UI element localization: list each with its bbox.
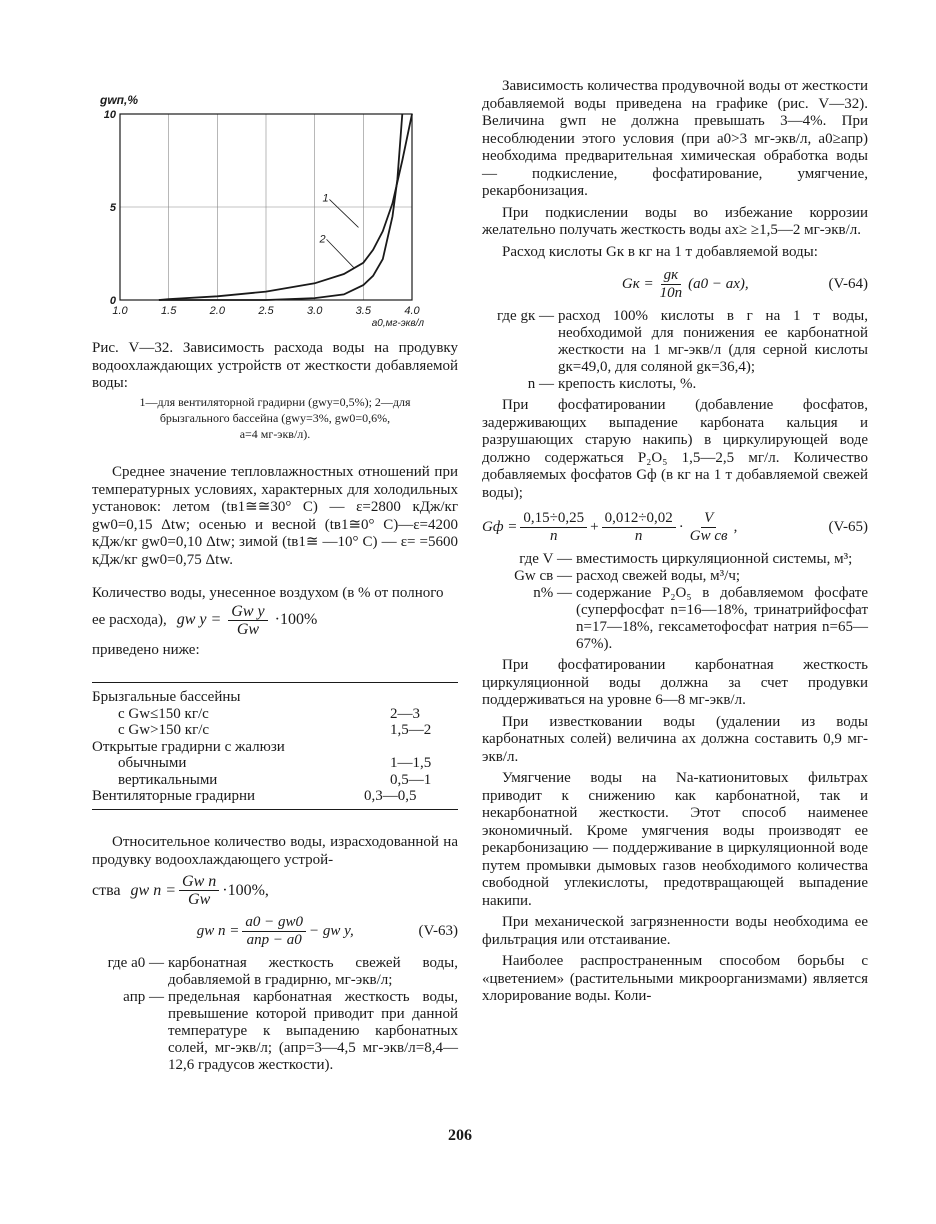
left-para-1 (92, 464, 458, 569)
fraction (520, 510, 587, 545)
table-row (92, 788, 458, 805)
paragraph: При фосфатировании карбонатная жесткость циркуляционной воды должна за счет продувки поддерживаться на уровне 6—8 мг-экв/л. (482, 657, 868, 708)
formula-tail: ·100%, (222, 881, 269, 899)
fraction-numerator: gк (661, 267, 682, 285)
formula-v63 (92, 914, 458, 949)
x-tick-label: 4.0 (404, 305, 420, 317)
paragraph: При механической загрязненности воды необходима ее фильтрация или отстаивание. (482, 914, 868, 948)
caption-legend-3: a=4 мг-экв/л). (239, 426, 311, 441)
definition-text: содержание P₂O₅ в добавляемом фосфате (суперфосфат n=16—18%, тринатрийфосфат n=17—18%, гексаметофосфат натрия n=65—67%). (576, 585, 868, 652)
left-para-3 (92, 834, 458, 1074)
fraction-denominator: Gw (188, 891, 211, 908)
page-number: 206 (448, 1127, 472, 1144)
formula-prefix: ства (92, 881, 121, 899)
paragraph: При известковании воды (удалении из воды карбонатных солей) величина aх должна составить 0,9 мг-экв/л. (482, 713, 868, 765)
fraction-numerator: V (701, 510, 716, 528)
caption-legend-1: 1—для вентиляторной градирни (gwу=0,5%); 2—для (139, 394, 411, 409)
table-cell-name: обычными (118, 755, 187, 771)
fraction-denominator: n (634, 528, 643, 544)
paragraph-end: приведено ниже: (92, 641, 200, 658)
definitions-v65 (482, 551, 868, 653)
definition-item (482, 376, 868, 393)
definition-text: расход свежей воды, м³/ч; (576, 568, 741, 584)
definition-text: карбонатная жесткость свежей воды, добавляемой в градирню, мг-экв/л; (168, 955, 458, 988)
caption-legend-2: брызгального бассейна (gwу=3%, gw0=0,6%, (159, 410, 391, 425)
y-axis-label: gwп,% (100, 93, 138, 107)
y-tick-label: 10 (103, 109, 116, 121)
definition-text: крепость кислоты, %. (558, 376, 697, 392)
chart-svg (92, 78, 458, 338)
table-cell-value (364, 739, 458, 756)
table-row (92, 772, 458, 789)
definition-text: предельная карбонатная жесткость воды, превышение которой приводит при данной температуре к выпадению карбонатных солей, мг-экв/л; (aпр=3—4,5 мг-экв/л=8,4—12,6 градусов жесткости). (168, 989, 458, 1073)
x-tick-label: 2.5 (258, 305, 274, 317)
table-row (92, 722, 458, 739)
formula-tail: − gw у, (309, 923, 354, 939)
table-cell-value: 2—3 (390, 705, 420, 722)
leader-line-2 (327, 239, 354, 267)
table-cell-name: с Gw≤150 кг/с (118, 705, 209, 722)
formula-v64 (482, 267, 868, 302)
caption-title: Рис. V—32. Зависимость расхода воды на продувку водоохлаждающих устройств от жесткости добавляемой воды: (92, 340, 458, 391)
fraction-denominator: Gw св (689, 528, 728, 544)
formula-tail: ·100% (274, 610, 318, 628)
table-row (92, 755, 458, 772)
definition-symbol: где gк — (497, 308, 554, 324)
paragraph-start: Количество воды, унесенное воздухом (в % от полного ее расхода), (92, 585, 444, 628)
x-tick-label: 1.5 (161, 305, 177, 317)
definitions-v64 (482, 308, 868, 393)
paragraph: Наиболее распространенным способом борьбы с «цветением» (растительными микроорганизмами) является хлорирование воды. Коли- (482, 953, 868, 1004)
definition-item (482, 568, 868, 585)
cooling-table (92, 682, 458, 810)
right-column (482, 78, 868, 1006)
leader-line-1 (329, 199, 358, 227)
fraction-denominator: Gw (236, 620, 260, 638)
paragraph: При подкислении воды во избежание коррозии желательно получать жесткость воды aх≥ ≥1,5—2 мг-экв/л. (482, 204, 868, 238)
table-cell-name: вертикальными (118, 771, 218, 788)
formula-lhs: gw п = (196, 923, 240, 939)
table-cell-name: Вентиляторные градирни (92, 788, 256, 804)
formula-v65: Gф = $\frac{0,15\div 0,25}{n}$ + $\frac{0,012\div 0,02}{n}$ · $\frac{V}{\text{Gw св}}$ , (V-65) (482, 510, 868, 544)
formula-lhs: Gк = (621, 276, 654, 292)
x-tick-label: 3.5 (355, 305, 371, 317)
fraction-denominator: n (549, 528, 558, 544)
table-cell-name: Брызгальные бассейны (92, 689, 241, 705)
fraction-denominator: aпр − a0 (246, 932, 302, 948)
definition-text: расход 100% кислоты в г на 1 т воды, необходимой для понижения ее карбонатной жесткости на 1 мг-экв/л (для серной кислоты gк=49,0, для соляной gк=36,4); (558, 308, 868, 375)
fraction (602, 510, 676, 545)
left-para-2 (92, 584, 458, 659)
table-row (92, 739, 458, 756)
formula-lhs: gw п = (130, 881, 177, 899)
definitions (92, 955, 458, 1074)
equation-number: (V-63) (418, 923, 458, 939)
definition-symbol: n% — (533, 585, 572, 601)
table-cell-value: 0,5—1 (390, 771, 432, 788)
table-cell-name: Открытые градирни с жалюзи (92, 738, 285, 755)
definition-item (92, 989, 458, 1074)
fraction-denominator: 10n (659, 285, 683, 301)
paragraph: Относительное количество воды, израсходованной на продувку водоохлаждающего устрой- (92, 834, 458, 868)
x-axis-label: a0,мг-экв/л (371, 318, 424, 329)
fraction-numerator: Gw у (228, 603, 267, 621)
equation-number: (V-64) (828, 276, 868, 292)
definition-symbol: n — (527, 376, 554, 392)
fraction-numerator: 0,15÷0,25 (520, 510, 587, 528)
definition-item (482, 551, 868, 568)
x-tick-label: 1.0 (112, 305, 128, 317)
curve-label-2: 2 (319, 233, 326, 246)
x-tick-label: 2.0 (209, 305, 225, 317)
table-cell-value: 1,5—2 (390, 722, 432, 738)
definition-item (482, 585, 868, 653)
definition-text: вместимость циркуляционной системы, м³; (576, 551, 853, 567)
definition-item (92, 955, 458, 989)
paragraph: Расход кислоты Gк в кг на 1 т добавляемой воды: (502, 243, 818, 260)
definition-item (482, 308, 868, 376)
curve-label-1: 1 (322, 192, 329, 205)
table-row (92, 689, 458, 706)
fraction (179, 873, 219, 908)
definition-symbol: aпр — (123, 989, 164, 1005)
paragraph: При фосфатировании (добавление фосфатов, задерживающих выпадение карбоната кальция и разрушающих старую накипь) в циркулирующей воде должно содержаться P₂O₅ 1,5—2,5 мг/л. Количество добавляемых фосфатов Gф (в кг на 1 т добавляемой свежей воды); (482, 397, 868, 501)
table-cell-value: 0,3—0,5 (364, 788, 417, 804)
formula-tail: (a0 − aх), (688, 276, 749, 292)
paragraph: Зависимость количества продувочной воды от жесткости добавляемой воды приведена на графике (рис. V—32). Величина gwп не должна превышать 3—4%. При несоблюдении этого условия (при a0>3 мг-экв/л, a0≥aпр) необходима предварительная химическая обработка воды — подкисление, фосфатирование, умягчение, рекарбонизация. (482, 78, 868, 199)
fraction-numerator: Gw п (179, 873, 219, 891)
paragraph: Умягчение воды на Na-катионитовых фильтрах приводит к снижению как карбонатной, так и некарбонатной жесткости. Этот способ наименее экономичный. Кроме умягчения воды производят ее рекарбонизацию — поддерживание в циркуляционной воде путем промывки дымовых газов необходимого количества свободной углекислоты, предотвращающей выпадение накипи. (482, 770, 868, 909)
table-cell-value (364, 689, 458, 706)
figure-v32 (92, 78, 458, 338)
figure-caption (92, 340, 458, 441)
table-row (92, 706, 458, 723)
x-tick-label: 3.0 (307, 305, 323, 317)
fraction (242, 914, 306, 949)
fraction (228, 603, 267, 638)
definition-symbol: где V — (519, 551, 572, 567)
y-tick-label: 5 (109, 202, 116, 214)
fraction-numerator: a0 − gw0 (242, 914, 306, 932)
formula-gwp-1 (92, 873, 458, 908)
equation-number: (V-65) (828, 519, 868, 535)
formula-lhs: gw у = (176, 610, 222, 628)
definition-symbol: где a0 — (107, 955, 164, 971)
fraction (687, 510, 731, 545)
formula-lhs: Gф = (482, 519, 518, 535)
definition-symbol: Gw св — (514, 568, 572, 584)
paragraph: Среднее значение тепловлажностных отношений при температурных условиях, характерных для холодильных установок: летом (tв1≅≅30° С) — ε=2800 кДж/кг gw0=0,15 Δtw; осенью и весной (tв1≅0° С)—ε=4200 кДж/кг gw0=0,10 Δtw; зимой (tв1≅ —10° С) — ε= =5600 кДж/кг gw0=0,75 Δtw. (92, 464, 458, 568)
table-cell-value: 1—1,5 (390, 755, 432, 771)
fraction-numerator: 0,012÷0,02 (602, 510, 676, 528)
y-tick-label: 0 (109, 295, 116, 307)
table-cell-name: с Gw>150 кг/с (118, 722, 210, 738)
fraction (657, 267, 686, 302)
